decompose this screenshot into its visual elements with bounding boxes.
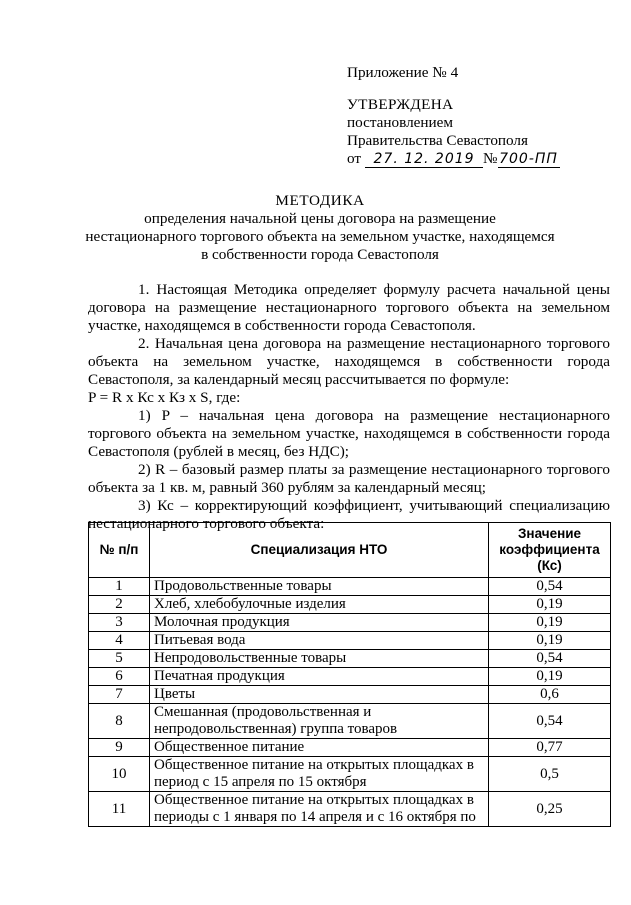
subtitle-line-2: нестационарного торгового объекта на земельном участке, находящемся bbox=[85, 228, 555, 245]
row-number: 11 bbox=[89, 792, 150, 827]
row-coefficient: 0,54 bbox=[489, 578, 611, 596]
header-spec: Специализация НТО bbox=[150, 523, 489, 578]
row-specialization: Печатная продукция bbox=[150, 668, 489, 686]
row-number: 1 bbox=[89, 578, 150, 596]
document-title-block bbox=[60, 192, 580, 264]
subtitle-line-3: в собственности города Севастополя bbox=[201, 246, 439, 263]
table-row bbox=[89, 632, 611, 650]
paragraph-4: 2) R – базовый размер платы за размещение нестационарного торгового объекта за 1 кв. м, равный 360 рублям за календарный месяц; bbox=[88, 461, 610, 496]
row-number: 5 bbox=[89, 650, 150, 668]
row-number: 4 bbox=[89, 632, 150, 650]
subtitle-line-1: определения начальной цены договора на размещение bbox=[144, 210, 496, 227]
table-row bbox=[89, 668, 611, 686]
approval-header bbox=[347, 64, 617, 168]
row-number: 9 bbox=[89, 739, 150, 757]
row-coefficient: 0,5 bbox=[489, 757, 611, 792]
government-label: Правительства Севастополя bbox=[347, 132, 528, 149]
row-number: 10 bbox=[89, 757, 150, 792]
table-header-row bbox=[89, 523, 611, 578]
row-number: 8 bbox=[89, 704, 150, 739]
table-row bbox=[89, 614, 611, 632]
row-specialization: Смешанная (продовольственная и непродовольственная) группа товаров bbox=[150, 704, 489, 739]
table-row bbox=[89, 578, 611, 596]
row-number: 7 bbox=[89, 686, 150, 704]
row-coefficient: 0,54 bbox=[489, 650, 611, 668]
handwritten-number: 700-ПП bbox=[499, 151, 558, 167]
table-row bbox=[89, 650, 611, 668]
paragraph-2: 2. Начальная цена договора на размещение нестационарного торгового объекта на земельном участке, находящемся в собственности города Севастополя, за календарный месяц рассчитывается по формуле: bbox=[88, 335, 610, 388]
specialization-table bbox=[88, 522, 611, 827]
header-num: № п/п bbox=[89, 523, 150, 578]
row-coefficient: 0,25 bbox=[489, 792, 611, 827]
row-specialization: Цветы bbox=[150, 686, 489, 704]
date-number-line bbox=[347, 150, 617, 168]
number-prefix: № bbox=[483, 150, 498, 167]
header-value: Значение коэффициента (Кс) bbox=[489, 523, 611, 578]
table-row bbox=[89, 739, 611, 757]
row-specialization: Общественное питание на открытых площадках в периоды с 1 января по 14 апреля и с 16 октября по bbox=[150, 792, 489, 827]
row-number: 3 bbox=[89, 614, 150, 632]
row-specialization: Питьевая вода bbox=[150, 632, 489, 650]
row-specialization: Продовольственные товары bbox=[150, 578, 489, 596]
table-row bbox=[89, 596, 611, 614]
row-number: 2 bbox=[89, 596, 150, 614]
handwritten-date: 27. 12. 2019 bbox=[365, 152, 483, 168]
table-row bbox=[89, 704, 611, 739]
table-row bbox=[89, 757, 611, 792]
approved-label: УТВЕРЖДЕНА bbox=[347, 96, 454, 113]
formula: P = R x Кс x Кз x S, где: bbox=[88, 389, 241, 406]
row-coefficient: 0,19 bbox=[489, 596, 611, 614]
resolution-label: постановлением bbox=[347, 114, 454, 131]
row-coefficient: 0,19 bbox=[489, 632, 611, 650]
row-coefficient: 0,19 bbox=[489, 668, 611, 686]
row-coefficient: 0,77 bbox=[489, 739, 611, 757]
row-coefficient: 0,54 bbox=[489, 704, 611, 739]
row-specialization: Молочная продукция bbox=[150, 614, 489, 632]
date-prefix: от bbox=[347, 150, 362, 167]
appendix-label: Приложение № 4 bbox=[347, 64, 459, 81]
row-specialization: Общественное питание bbox=[150, 739, 489, 757]
document-title: МЕТОДИКА bbox=[275, 192, 365, 209]
table-row bbox=[89, 686, 611, 704]
paragraph-5: 3) Кс – корректирующий коэффициент, учитывающий специализацию нестационарного торгового объекта: bbox=[88, 497, 610, 532]
body-text bbox=[88, 281, 610, 533]
paragraph-1: 1. Настоящая Методика определяет формулу расчета начальной цены договора на размещение нестационарного торгового объекта на земельном участке, находящемся в собственности города Севастополя. bbox=[88, 281, 610, 334]
row-coefficient: 0,6 bbox=[489, 686, 611, 704]
table-row bbox=[89, 792, 611, 827]
row-specialization: Общественное питание на открытых площадках в период с 15 апреля по 15 октября bbox=[150, 757, 489, 792]
row-number: 6 bbox=[89, 668, 150, 686]
row-coefficient: 0,19 bbox=[489, 614, 611, 632]
row-specialization: Хлеб, хлебобулочные изделия bbox=[150, 596, 489, 614]
paragraph-3: 1) P – начальная цена договора на размещение нестационарного торгового объекта на земельном участке, находящемся в собственности города Севастополя (рублей в месяц, без НДС); bbox=[88, 407, 610, 460]
row-specialization: Непродовольственные товары bbox=[150, 650, 489, 668]
